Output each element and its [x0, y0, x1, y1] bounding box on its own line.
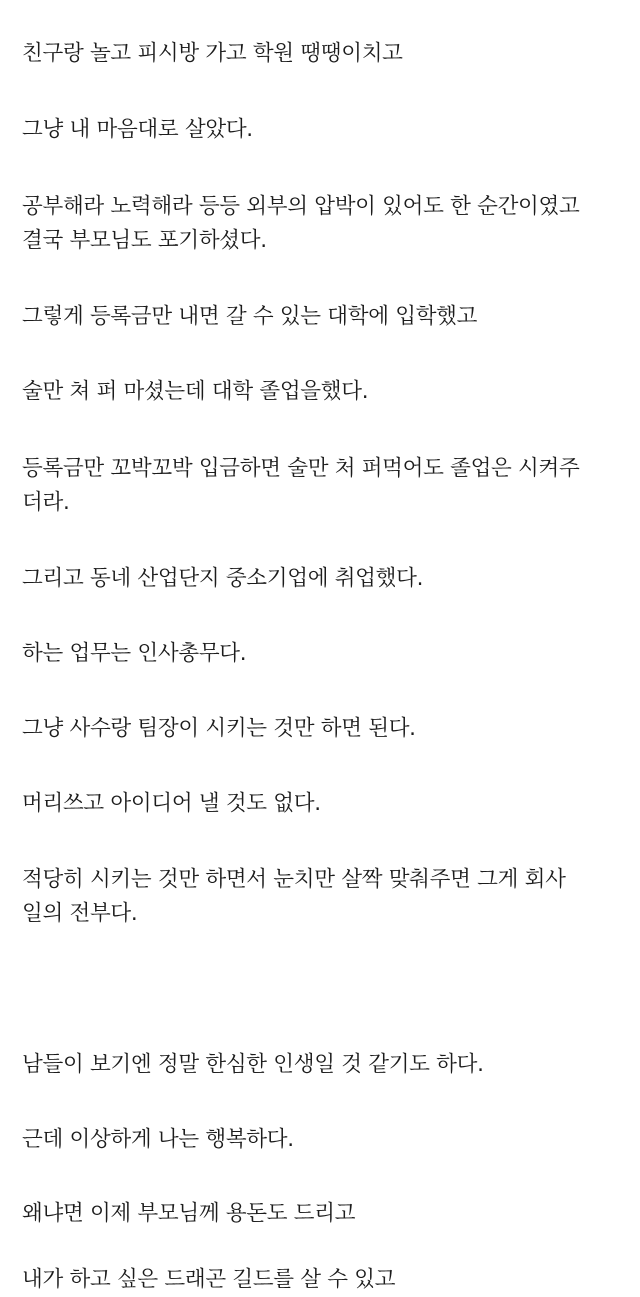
paragraph-line: 그리고 동네 산업단지 중소기업에 취업했다.	[22, 566, 424, 591]
paragraph-line: 남들이 보기엔 정말 한심한 인생일 것 같기도 하다.	[22, 1052, 484, 1077]
paragraph-13	[22, 1123, 622, 1157]
paragraph-line: 그냥 사수랑 팀장이 시키는 것만 하면 된다.	[22, 716, 416, 741]
paragraph-line: 근데 이상하게 나는 행복하다.	[22, 1127, 294, 1152]
paragraph-line: 왜냐면 이제 부모님께 용돈도 드리고	[22, 1201, 356, 1226]
paragraph-1	[22, 37, 622, 71]
paragraph-line: 공부해라 노력해라 등등 외부의 압박이 있어도 한 순간이였고	[22, 194, 580, 219]
paragraph-line: 등록금만 꼬박꼬박 입금하면 술만 처 퍼먹어도 졸업은 시켜주	[22, 456, 580, 481]
paragraph-7	[22, 562, 622, 596]
paragraph-5	[22, 375, 622, 409]
paragraph-line: 술만 쳐 퍼 마셨는데 대학 졸업을했다.	[22, 379, 369, 404]
paragraph-14	[22, 1197, 622, 1231]
paragraph-9	[22, 712, 622, 746]
paragraph-8	[22, 637, 622, 671]
paragraph-line: 일의 전부다.	[22, 901, 138, 926]
paragraph-line: 더라.	[22, 490, 70, 515]
paragraph-line: 하는 업무는 인사총무다.	[22, 641, 247, 666]
paragraph-11	[22, 863, 622, 931]
paragraph-15	[22, 1263, 622, 1297]
paragraph-4	[22, 300, 622, 334]
paragraph-12	[22, 1048, 622, 1082]
paragraph-6	[22, 452, 622, 520]
paragraph-3	[22, 190, 622, 258]
paragraph-line: 결국 부모님도 포기하셨다.	[22, 228, 267, 253]
paragraph-line: 친구랑 놀고 피시방 가고 학원 땡땡이치고	[22, 41, 403, 66]
paragraph-line: 내가 하고 싶은 드래곤 길드를 살 수 있고	[22, 1267, 396, 1292]
paragraph-line: 머리쓰고 아이디어 낼 것도 없다.	[22, 791, 321, 816]
paragraph-2	[22, 113, 622, 147]
paragraph-line: 그렇게 등록금만 내면 갈 수 있는 대학에 입학했고	[22, 304, 478, 329]
paragraph-line: 그냥 내 마음대로 살았다.	[22, 117, 253, 142]
paragraph-line: 적당히 시키는 것만 하면서 눈치만 살짝 맞춰주면 그게 회사	[22, 867, 566, 892]
paragraph-10	[22, 787, 622, 821]
